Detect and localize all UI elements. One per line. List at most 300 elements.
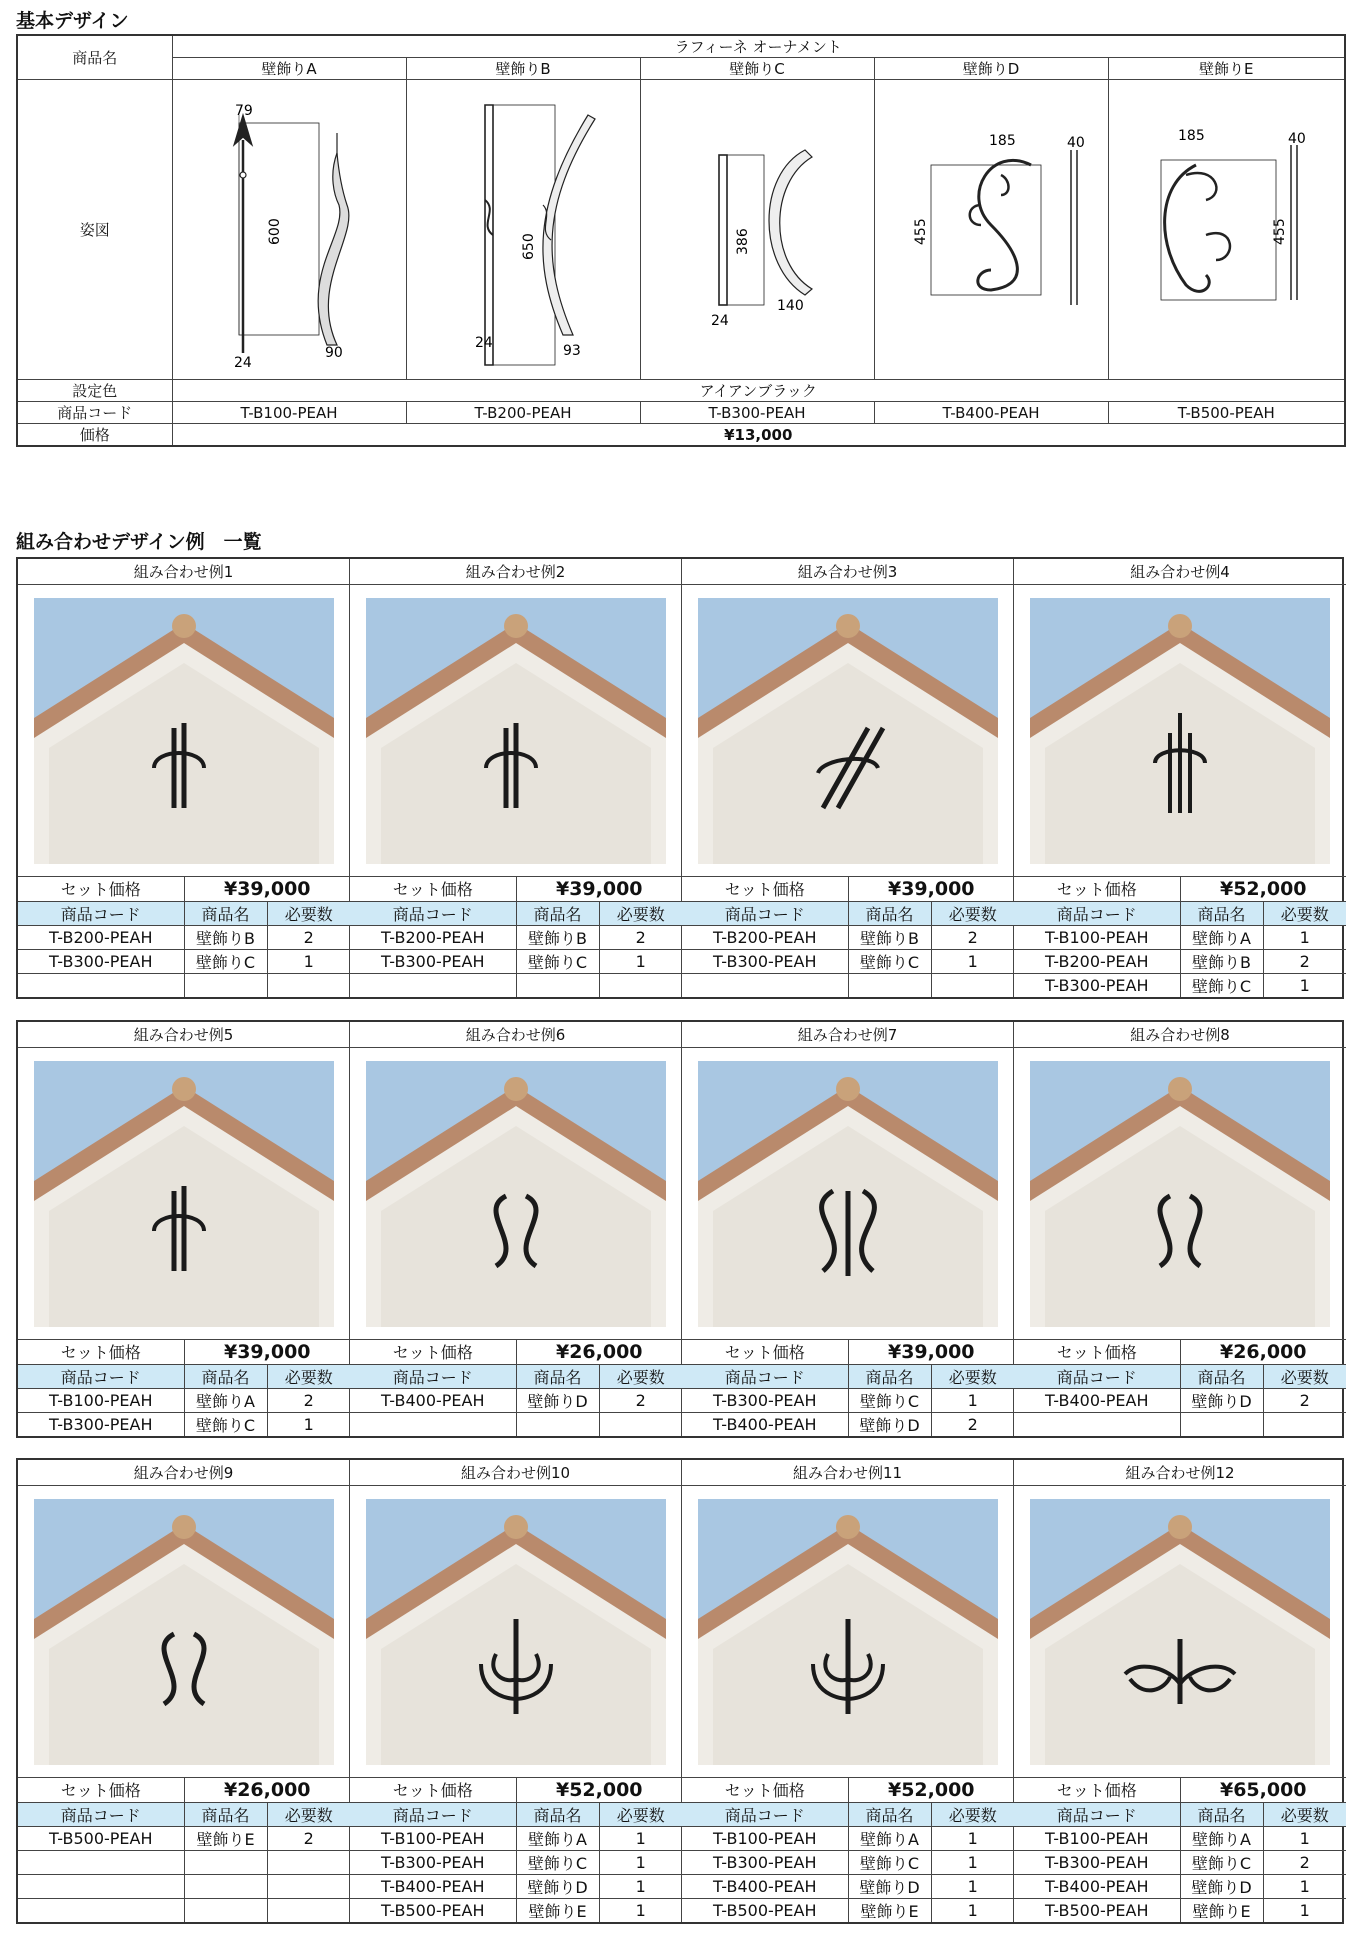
code-b: T-B200-PEAH <box>406 402 640 424</box>
item-code: T-B500-PEAH <box>682 1898 848 1922</box>
item-code: T-B300-PEAH <box>350 949 516 973</box>
gable-photo-icon <box>366 598 666 864</box>
table-row <box>350 1412 682 1436</box>
col-code-header: 商品コード <box>1014 901 1180 925</box>
label-product-name: 商品名 <box>17 35 172 80</box>
combo-items-table <box>1014 877 1346 997</box>
col-qty-header: 必要数 <box>1263 1364 1346 1388</box>
combo-items-table <box>682 1340 1014 1436</box>
item-code: T-B200-PEAH <box>682 925 848 949</box>
gable-photo-icon <box>1030 598 1330 864</box>
col-qty-header: 必要数 <box>931 1364 1014 1388</box>
label-color: 設定色 <box>17 380 172 402</box>
item-name <box>184 973 267 997</box>
item-code: T-B500-PEAH <box>18 1826 184 1850</box>
combo-photo <box>1014 585 1346 877</box>
set-price-label: セット価格 <box>682 877 848 901</box>
col-code-header: 商品コード <box>1014 1364 1180 1388</box>
set-price-label: セット価格 <box>18 1340 184 1364</box>
item-code: T-B400-PEAH <box>1014 1874 1180 1898</box>
combo-card <box>682 559 1014 997</box>
item-qty <box>267 1850 350 1874</box>
item-qty <box>267 1898 350 1922</box>
combo-items-table <box>682 1778 1014 1922</box>
label-code: 商品コード <box>17 402 172 424</box>
item-qty: 1 <box>303 1414 314 1434</box>
set-price-value: ¥39,000 <box>184 877 350 901</box>
item-qty: 1 <box>931 1388 1014 1412</box>
combo-card-title: 組み合わせ例2 <box>350 559 681 585</box>
table-row <box>682 1874 1014 1898</box>
col-qty-header: 必要数 <box>599 901 682 925</box>
col-code-header: 商品コード <box>350 901 516 925</box>
col-name-header: 商品名 <box>516 1802 599 1826</box>
combo-card <box>1014 559 1346 997</box>
item-qty: 2 <box>599 1388 682 1412</box>
table-row <box>350 949 682 973</box>
gable-photo-icon <box>366 1499 666 1765</box>
item-code <box>18 1898 184 1922</box>
item-qty <box>267 973 350 997</box>
combo-photo <box>1014 1048 1346 1340</box>
set-price-value: ¥52,000 <box>516 1778 682 1802</box>
item-name <box>848 973 931 997</box>
gable-photo-icon <box>34 598 334 864</box>
combo-card-title: 組み合わせ例7 <box>682 1022 1013 1048</box>
item-name: 壁飾りB <box>848 925 931 949</box>
item-name: 壁飾りC <box>516 1850 599 1874</box>
combo-items-table <box>1014 1340 1346 1436</box>
col-qty-header: 必要数 <box>599 1364 682 1388</box>
set-price-value: ¥39,000 <box>184 1340 350 1364</box>
combo-card <box>350 1022 682 1436</box>
col-code-header: 商品コード <box>350 1364 516 1388</box>
combo-card-title: 組み合わせ例6 <box>350 1022 681 1048</box>
col-qty-header: 必要数 <box>1263 901 1346 925</box>
item-name: 壁飾りC <box>848 949 931 973</box>
set-price-value: ¥52,000 <box>848 1778 1014 1802</box>
item-name-a: 壁飾りA <box>172 58 406 80</box>
table-row <box>350 1850 682 1874</box>
gable-photo-icon <box>698 1061 998 1327</box>
col-name-header: 商品名 <box>184 901 267 925</box>
item-qty <box>599 973 682 997</box>
dim-c-height: 386 <box>735 227 751 255</box>
dim-a-width: 79 <box>235 102 253 119</box>
price-value: ¥13,000 <box>172 424 1345 447</box>
item-name: 壁飾りC <box>1180 1850 1263 1874</box>
set-price-label: セット価格 <box>1014 1778 1180 1802</box>
table-row <box>18 949 350 973</box>
item-code <box>1014 1412 1180 1436</box>
col-qty-header: 必要数 <box>931 1802 1014 1826</box>
col-qty-header: 必要数 <box>267 1364 350 1388</box>
item-code: T-B300-PEAH <box>682 1850 848 1874</box>
item-code: T-B100-PEAH <box>18 1388 184 1412</box>
set-price-label: セット価格 <box>682 1778 848 1802</box>
item-code: T-B100-PEAH <box>682 1826 848 1850</box>
item-name: 壁飾りE <box>848 1898 931 1922</box>
item-qty: 2 <box>967 1414 978 1434</box>
item-qty: 1 <box>931 1850 1014 1874</box>
col-name-header: 商品名 <box>184 1364 267 1388</box>
item-qty: 2 <box>267 1826 350 1850</box>
table-row <box>682 1850 1014 1874</box>
drawing-b-icon <box>413 85 633 375</box>
item-qty: 1 <box>267 949 350 973</box>
item-qty: 1 <box>599 1850 682 1874</box>
item-qty: 2 <box>267 1388 350 1412</box>
table-row <box>1014 1874 1346 1898</box>
table-row <box>682 925 1014 949</box>
combo-card <box>1014 1460 1346 1922</box>
drawing-a-icon <box>179 85 399 375</box>
combo-items-table <box>18 877 350 997</box>
combo-card <box>18 1022 350 1436</box>
table-row <box>682 1388 1014 1412</box>
item-qty <box>599 1412 682 1436</box>
col-name-header: 商品名 <box>184 1802 267 1826</box>
col-name-header: 商品名 <box>516 901 599 925</box>
set-price-label: セット価格 <box>682 1340 848 1364</box>
combo-row <box>16 1020 1344 1438</box>
table-row <box>18 973 350 997</box>
combo-items-table <box>682 877 1014 997</box>
drawing-d-icon <box>881 85 1101 375</box>
item-qty <box>267 1874 350 1898</box>
item-name <box>184 1898 267 1922</box>
item-name: 壁飾りD <box>1180 1874 1263 1898</box>
combo-photo <box>18 585 349 877</box>
item-qty: 2 <box>599 925 682 949</box>
item-name-b: 壁飾りB <box>406 58 640 80</box>
dim-c-depth: 140 <box>777 297 804 314</box>
combo-photo <box>682 1486 1013 1778</box>
gable-photo-icon <box>698 1499 998 1765</box>
col-qty-header: 必要数 <box>1263 1802 1346 1826</box>
color-value: アイアンブラック <box>172 380 1345 402</box>
col-qty-header: 必要数 <box>931 901 1014 925</box>
col-name-header: 商品名 <box>1180 1364 1263 1388</box>
item-name <box>184 1874 267 1898</box>
item-qty <box>1263 1412 1346 1436</box>
item-code: T-B300-PEAH <box>1014 973 1180 997</box>
combo-row <box>16 557 1344 999</box>
item-code: T-B500-PEAH <box>350 1898 516 1922</box>
set-price-value: ¥39,000 <box>516 877 682 901</box>
table-row <box>18 1388 350 1412</box>
dim-e-depth: 40 <box>1288 130 1307 147</box>
item-code: T-B100-PEAH <box>1014 925 1180 949</box>
table-row <box>350 1874 682 1898</box>
set-price-value: ¥39,000 <box>848 1340 1014 1364</box>
set-price-value: ¥26,000 <box>184 1778 350 1802</box>
col-code-header: 商品コード <box>18 1364 184 1388</box>
item-name: 壁飾りE <box>516 1898 599 1922</box>
table-row <box>1014 925 1346 949</box>
item-qty: 1 <box>1263 1826 1346 1850</box>
item-name-e: 壁飾りE <box>1108 58 1345 80</box>
col-name-header: 商品名 <box>1180 1802 1263 1826</box>
col-name-header: 商品名 <box>848 901 931 925</box>
item-code <box>350 1412 516 1436</box>
item-name-c: 壁飾りC <box>640 58 874 80</box>
item-name: 壁飾りC <box>184 1412 267 1436</box>
combo-photo <box>1014 1486 1346 1778</box>
item-name: 壁飾りA <box>1180 1826 1263 1850</box>
combo-card <box>682 1460 1014 1922</box>
item-code <box>18 1850 184 1874</box>
dim-a-base: 24 <box>234 354 252 371</box>
item-qty: 1 <box>599 1826 682 1850</box>
set-price-label: セット価格 <box>350 1778 516 1802</box>
item-name: 壁飾りC <box>848 1388 931 1412</box>
dim-d-height: 455 <box>913 217 929 245</box>
combo-photo <box>350 1486 681 1778</box>
combo-title: 組み合わせデザイン例 一覧 <box>16 531 262 553</box>
item-code: T-B300-PEAH <box>350 1850 516 1874</box>
item-qty: 2 <box>1263 1388 1346 1412</box>
item-code <box>18 973 184 997</box>
item-name <box>184 1850 267 1874</box>
set-price-label: セット価格 <box>18 877 184 901</box>
gable-photo-icon <box>366 1061 666 1327</box>
col-code-header: 商品コード <box>1014 1802 1180 1826</box>
item-name: 壁飾りD <box>848 1412 931 1436</box>
item-code: T-B500-PEAH <box>1014 1898 1180 1922</box>
combo-card-title: 組み合わせ例1 <box>18 559 349 585</box>
dim-d-width: 185 <box>989 132 1016 149</box>
series-name: ラフィーネ オーナメント <box>172 35 1345 58</box>
item-name: 壁飾りE <box>184 1826 267 1850</box>
table-row <box>682 1898 1014 1922</box>
combo-items-table <box>1014 1778 1346 1922</box>
table-row <box>1014 1898 1346 1922</box>
figure-c <box>640 80 874 380</box>
combo-card-title: 組み合わせ例8 <box>1014 1022 1346 1048</box>
combo-card <box>18 1460 350 1922</box>
item-name: 壁飾りD <box>848 1874 931 1898</box>
col-code-header: 商品コード <box>682 1802 848 1826</box>
combo-items-table <box>350 1778 682 1922</box>
dim-a-depth: 90 <box>325 344 343 361</box>
combo-row <box>16 1458 1344 1924</box>
combo-photo <box>350 1048 681 1340</box>
item-qty: 1 <box>599 949 682 973</box>
col-name-header: 商品名 <box>516 1364 599 1388</box>
table-row <box>350 1826 682 1850</box>
item-name: 壁飾りC <box>848 1850 931 1874</box>
item-code: T-B300-PEAH <box>18 949 184 973</box>
dim-e-width: 185 <box>1178 127 1206 144</box>
table-row <box>682 973 1014 997</box>
combo-items-table <box>18 1340 350 1436</box>
combo-card <box>1014 1022 1346 1436</box>
dim-a-height: 600 <box>267 217 283 245</box>
combo-photo <box>682 585 1013 877</box>
item-name: 壁飾りD <box>516 1388 599 1412</box>
item-qty: 1 <box>931 1826 1014 1850</box>
table-row <box>350 925 682 949</box>
item-qty: 1 <box>967 1900 978 1920</box>
col-code-header: 商品コード <box>18 1802 184 1826</box>
dim-e-height: 455 <box>1272 217 1289 245</box>
dim-d-depth: 40 <box>1067 134 1085 151</box>
item-code: T-B300-PEAH <box>1014 1850 1180 1874</box>
set-price-label: セット価格 <box>350 1340 516 1364</box>
col-code-header: 商品コード <box>18 901 184 925</box>
item-code: T-B300-PEAH <box>18 1412 184 1436</box>
item-qty: 2 <box>931 925 1014 949</box>
basic-design-title: 基本デザイン <box>16 10 129 32</box>
item-code <box>682 973 848 997</box>
item-name: 壁飾りE <box>1180 1898 1263 1922</box>
item-name: 壁飾りB <box>516 925 599 949</box>
item-code <box>18 1874 184 1898</box>
table-row <box>1014 1388 1346 1412</box>
item-qty: 1 <box>1263 1874 1346 1898</box>
item-qty: 2 <box>267 925 350 949</box>
combo-card <box>350 559 682 997</box>
combo-card-title: 組み合わせ例12 <box>1014 1460 1346 1486</box>
col-qty-header: 必要数 <box>267 1802 350 1826</box>
item-name: 壁飾りA <box>1180 925 1263 949</box>
gable-photo-icon <box>1030 1499 1330 1765</box>
drawing-c-icon <box>647 85 867 375</box>
code-d: T-B400-PEAH <box>874 402 1108 424</box>
item-name: 壁飾りC <box>184 949 267 973</box>
item-name <box>516 1412 599 1436</box>
item-name: 壁飾りD <box>1180 1388 1263 1412</box>
col-qty-header: 必要数 <box>267 901 350 925</box>
item-name: 壁飾りB <box>1180 949 1263 973</box>
combo-card-title: 組み合わせ例5 <box>18 1022 349 1048</box>
item-code: T-B400-PEAH <box>350 1874 516 1898</box>
item-name: 壁飾りA <box>184 1388 267 1412</box>
table-row <box>18 1898 350 1922</box>
combo-card-title: 組み合わせ例11 <box>682 1460 1013 1486</box>
item-qty: 1 <box>599 1874 682 1898</box>
basic-design-table <box>16 34 1346 447</box>
gable-photo-icon <box>34 1061 334 1327</box>
item-qty: 1 <box>931 1874 1014 1898</box>
item-name: 壁飾りC <box>516 949 599 973</box>
item-qty: 1 <box>1263 925 1346 949</box>
item-qty: 2 <box>1263 1850 1346 1874</box>
combo-photo <box>18 1048 349 1340</box>
figure-e <box>1108 80 1345 380</box>
item-code <box>350 973 516 997</box>
combo-items-table <box>350 877 682 997</box>
col-name-header: 商品名 <box>848 1802 931 1826</box>
item-code: T-B100-PEAH <box>1014 1826 1180 1850</box>
item-name: 壁飾りB <box>184 925 267 949</box>
combo-photo <box>682 1048 1013 1340</box>
table-row <box>18 1412 350 1436</box>
item-code: T-B300-PEAH <box>682 1388 848 1412</box>
item-name: 壁飾りA <box>516 1826 599 1850</box>
code-c: T-B300-PEAH <box>640 402 874 424</box>
combo-card-title: 組み合わせ例4 <box>1014 559 1346 585</box>
dim-c-base: 24 <box>711 312 729 329</box>
gable-photo-icon <box>698 598 998 864</box>
set-price-label: セット価格 <box>350 877 516 901</box>
gable-photo-icon <box>1030 1061 1330 1327</box>
col-qty-header: 必要数 <box>599 1802 682 1826</box>
set-price-value: ¥65,000 <box>1180 1778 1346 1802</box>
combo-items-table <box>18 1778 350 1922</box>
item-name-d: 壁飾りD <box>874 58 1108 80</box>
combo-photo <box>18 1486 349 1778</box>
table-row <box>682 949 1014 973</box>
table-row <box>1014 1850 1346 1874</box>
table-row <box>682 1826 1014 1850</box>
combo-card <box>350 1460 682 1922</box>
set-price-label: セット価格 <box>1014 1340 1180 1364</box>
col-code-header: 商品コード <box>350 1802 516 1826</box>
col-code-header: 商品コード <box>682 1364 848 1388</box>
dim-b-height: 650 <box>521 232 537 260</box>
table-row <box>350 973 682 997</box>
combo-card-title: 組み合わせ例3 <box>682 559 1013 585</box>
label-figure: 姿図 <box>17 80 172 380</box>
combo-card <box>18 559 350 997</box>
item-name: 壁飾りD <box>516 1874 599 1898</box>
item-qty: 1 <box>931 949 1014 973</box>
code-e: T-B500-PEAH <box>1108 402 1345 424</box>
combo-card-title: 組み合わせ例10 <box>350 1460 681 1486</box>
combo-card-title: 組み合わせ例9 <box>18 1460 349 1486</box>
item-code: T-B200-PEAH <box>18 925 184 949</box>
set-price-label: セット価格 <box>18 1778 184 1802</box>
label-price: 価格 <box>17 424 172 447</box>
table-row <box>1014 1826 1346 1850</box>
gable-photo-icon <box>34 1499 334 1765</box>
set-price-value: ¥39,000 <box>848 877 1014 901</box>
item-qty: 2 <box>1263 949 1346 973</box>
item-code: T-B400-PEAH <box>350 1388 516 1412</box>
combo-items-table <box>350 1340 682 1436</box>
table-row <box>350 1898 682 1922</box>
table-row <box>1014 949 1346 973</box>
item-name: 壁飾りA <box>848 1826 931 1850</box>
item-code: T-B400-PEAH <box>682 1874 848 1898</box>
table-row <box>350 1388 682 1412</box>
item-code: T-B200-PEAH <box>1014 949 1180 973</box>
item-code: T-B400-PEAH <box>1014 1388 1180 1412</box>
table-row <box>18 1826 350 1850</box>
combo-card <box>682 1022 1014 1436</box>
figure-b <box>406 80 640 380</box>
item-code: T-B400-PEAH <box>682 1412 848 1436</box>
item-name <box>516 973 599 997</box>
table-row <box>1014 973 1346 997</box>
table-row <box>18 925 350 949</box>
item-code: T-B100-PEAH <box>350 1826 516 1850</box>
set-price-value: ¥26,000 <box>516 1340 682 1364</box>
item-qty: 1 <box>1299 1900 1310 1920</box>
dim-b-depth: 93 <box>563 342 581 359</box>
drawing-e-icon <box>1116 85 1336 375</box>
item-name <box>1180 1412 1263 1436</box>
col-code-header: 商品コード <box>682 901 848 925</box>
table-row <box>18 1874 350 1898</box>
set-price-value: ¥26,000 <box>1180 1340 1346 1364</box>
item-code: T-B300-PEAH <box>682 949 848 973</box>
col-name-header: 商品名 <box>848 1364 931 1388</box>
combo-photo <box>350 585 681 877</box>
item-qty: 1 <box>1299 975 1310 995</box>
